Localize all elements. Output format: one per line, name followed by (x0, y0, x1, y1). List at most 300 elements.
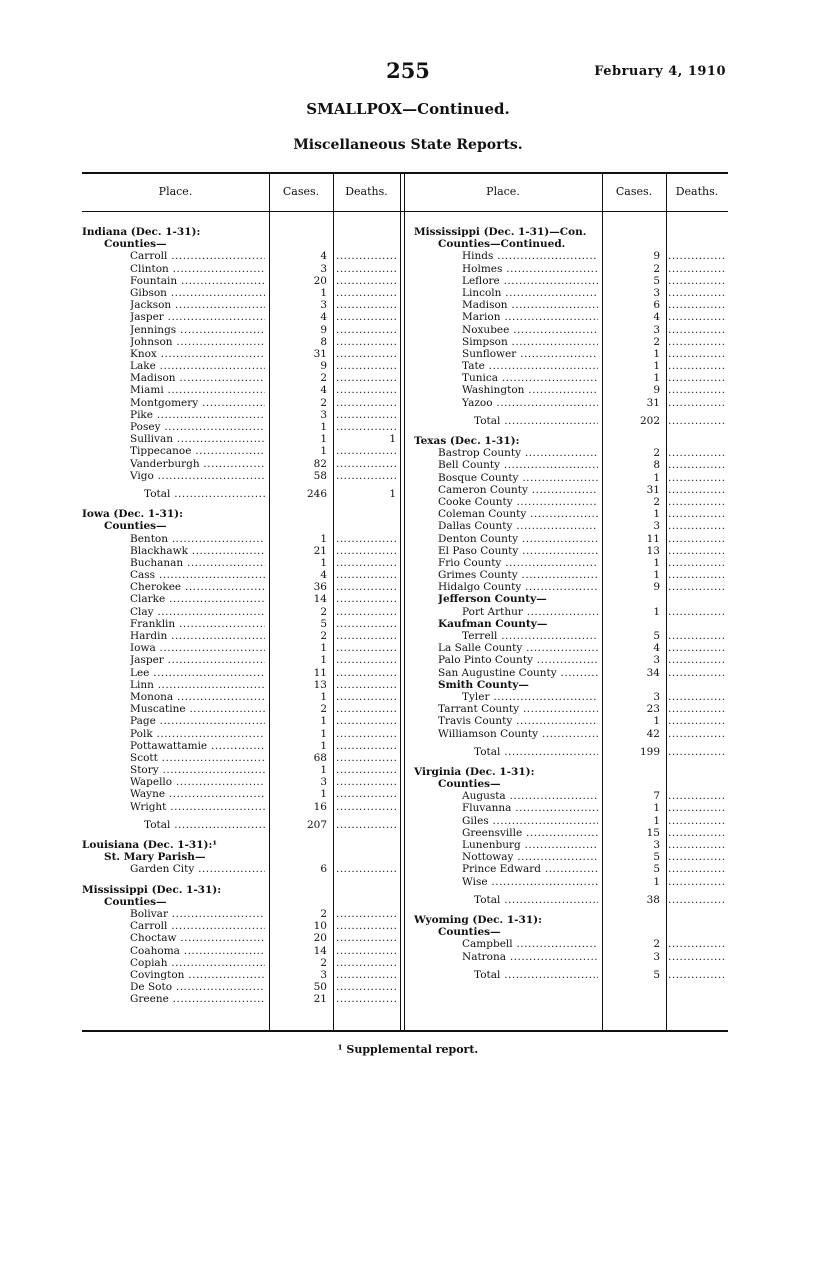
cases-value: 1 (320, 642, 327, 655)
place-name: Holmes ..... (462, 263, 598, 275)
table-row (82, 458, 400, 470)
place-name: Hidalgo County ..... (438, 581, 598, 593)
deaths-leader-dots (668, 324, 726, 336)
table-row (414, 691, 728, 703)
place-name: Page ..... (130, 715, 265, 727)
table-row (414, 790, 728, 802)
cases-value: 4 (320, 250, 327, 263)
subheading-row (82, 238, 400, 250)
total-label: Total ..... (474, 415, 598, 427)
right-place-header: Place. (486, 185, 520, 198)
table-row (82, 788, 400, 800)
deaths-leader-dots (336, 728, 396, 740)
deaths-leader-dots (668, 630, 726, 642)
cases-value: 5 (653, 863, 660, 876)
deaths-leader-dots (668, 336, 726, 348)
deaths-leader-dots (336, 250, 396, 262)
cases-value: 2 (320, 630, 327, 642)
cases-value: 1 (320, 690, 327, 703)
subheading-row (414, 618, 728, 630)
cases-value: 20 (313, 274, 327, 287)
cases-value: 1 (320, 654, 327, 667)
cases-value: 2 (653, 262, 660, 275)
state-heading (414, 435, 728, 447)
deaths-value: 1 (389, 487, 396, 500)
place-name: Polk ..... (130, 728, 265, 740)
table-row (414, 667, 728, 679)
cases-value: 31 (313, 347, 327, 360)
place-name: Hardin ..... (130, 630, 265, 642)
place-name: Covington ..... (130, 969, 265, 981)
cases-value: 6 (653, 299, 660, 312)
place-name: Grimes County ..... (438, 569, 598, 581)
table-row (414, 384, 728, 396)
place-name: Tarrant County ..... (438, 703, 598, 715)
place-name: Dallas County ..... (438, 520, 598, 532)
place-name: Travis County ..... (438, 715, 598, 727)
table-row (82, 981, 400, 993)
place-name: Coahoma ..... (130, 945, 265, 957)
place-name: Gibson ..... (130, 287, 265, 299)
cases-value: 20 (313, 932, 327, 945)
deaths-leader-dots (336, 691, 396, 703)
cases-value: 2 (320, 703, 327, 716)
left-place-header: Place. (158, 185, 193, 198)
place-name: Lunenburg ..... (462, 839, 598, 851)
place-name: Choctaw ..... (130, 932, 265, 944)
table-row (82, 384, 400, 396)
deaths-leader-dots (336, 569, 396, 581)
deaths-leader-dots (668, 938, 726, 950)
cases-value: 1 (320, 433, 327, 446)
deaths-leader-dots (336, 348, 396, 360)
cases-value: 2 (653, 335, 660, 348)
deaths-leader-dots (336, 920, 396, 932)
table-row (414, 545, 728, 557)
deaths-leader-dots (336, 863, 396, 875)
place-name: Madison ..... (130, 372, 265, 384)
cases-value: 31 (646, 396, 660, 409)
place-name: Terrell ..... (462, 630, 598, 642)
cases-value: 1 (653, 347, 660, 360)
state-label: Virginia (Dec. 1-31): (414, 765, 535, 778)
place-name: Wapello ..... (130, 776, 265, 788)
cases-value: 3 (653, 520, 660, 533)
deaths-leader-dots (668, 372, 726, 384)
table-row (82, 470, 400, 482)
cases-value: 3 (653, 323, 660, 336)
place-name: Blackhawk ..... (130, 545, 265, 557)
place-name: Tunica ..... (462, 372, 598, 384)
deaths-leader-dots (668, 472, 726, 484)
place-name: Wise ..... (462, 876, 598, 888)
table-row (82, 372, 400, 384)
table-row (414, 839, 728, 851)
deaths-leader-dots (668, 839, 726, 851)
cases-value: 1 (320, 715, 327, 728)
place-name: Posey ..... (130, 421, 265, 433)
cases-value: 15 (646, 826, 660, 839)
place-name: Story ..... (130, 764, 265, 776)
subheading-label: Counties— (438, 926, 501, 939)
table-row (414, 472, 728, 484)
table-row (82, 728, 400, 740)
cases-value: 4 (653, 642, 660, 655)
total-label: Total ..... (144, 819, 265, 831)
place-name: Bolivar ..... (130, 908, 265, 920)
deaths-leader-dots (336, 969, 396, 981)
left-cases-header: Cases. (282, 185, 320, 198)
cases-value: 36 (313, 581, 327, 594)
place-name: Knox ..... (130, 348, 265, 360)
deaths-leader-dots (336, 470, 396, 482)
table-row (82, 993, 400, 1005)
right-deaths-header: Deaths. (675, 185, 719, 198)
deaths-leader-dots (668, 520, 726, 532)
deaths-leader-dots (668, 275, 726, 287)
total-row (414, 415, 728, 427)
subheading-row (414, 593, 728, 605)
deaths-leader-dots (668, 969, 726, 981)
deaths-leader-dots (336, 360, 396, 372)
place-name: Sullivan ..... (130, 433, 265, 445)
deaths-leader-dots (336, 533, 396, 545)
table-row (82, 299, 400, 311)
total-label: Total ..... (474, 969, 598, 981)
deaths-leader-dots (668, 654, 726, 666)
deaths-leader-dots (668, 691, 726, 703)
subheading-label: Counties— (104, 238, 167, 251)
subheading-label: St. Mary Parish— (104, 851, 206, 864)
table-row (414, 360, 728, 372)
place-name: Williamson County ..... (438, 728, 598, 740)
cases-value: 1 (653, 814, 660, 827)
deaths-leader-dots (668, 360, 726, 372)
deaths-leader-dots (668, 746, 726, 758)
deaths-leader-dots (336, 801, 396, 813)
place-name: Jackson ..... (130, 299, 265, 311)
deaths-leader-dots (336, 324, 396, 336)
place-name: Carroll ..... (130, 250, 265, 262)
place-name: Cooke County ..... (438, 496, 598, 508)
table-row (414, 533, 728, 545)
table-row (82, 969, 400, 981)
place-name: Clarke ..... (130, 593, 265, 605)
cases-value: 9 (653, 384, 660, 397)
total-label: Total ..... (144, 488, 265, 500)
place-name: San Augustine County ..... (438, 667, 598, 679)
state-label: Texas (Dec. 1-31): (414, 435, 520, 447)
cases-value: 2 (320, 372, 327, 385)
page-subtitle: Miscellaneous State Reports. (293, 137, 523, 153)
table-row (82, 445, 400, 457)
cases-value: 42 (646, 727, 660, 740)
place-name: Nottoway ..... (462, 851, 598, 863)
deaths-leader-dots (336, 384, 396, 396)
cases-value: 68 (313, 751, 327, 764)
cases-value: 1 (320, 764, 327, 777)
cases-value: 3 (320, 408, 327, 421)
table-row (82, 715, 400, 727)
cases-value: 2 (653, 495, 660, 508)
cases-value: 38 (646, 893, 660, 906)
deaths-value: 1 (389, 433, 396, 446)
place-name: Cameron County ..... (438, 484, 598, 496)
place-name: Pottawattamie ..... (130, 740, 265, 752)
cases-value: 3 (320, 299, 327, 312)
cases-value: 2 (320, 907, 327, 920)
table-top-rule (82, 172, 728, 174)
deaths-leader-dots (336, 311, 396, 323)
subheading-label: Kaufman County— (438, 617, 548, 630)
cases-value: 5 (320, 617, 327, 630)
row-gap (82, 876, 400, 884)
cases-value: 1 (320, 532, 327, 545)
cases-value: 50 (313, 981, 327, 994)
place-name: Bastrop County ..... (438, 447, 598, 459)
total-row (414, 746, 728, 758)
place-name: La Salle County ..... (438, 642, 598, 654)
table-row (414, 348, 728, 360)
total-row (414, 969, 728, 981)
cases-value: 9 (653, 250, 660, 263)
table-row (82, 920, 400, 932)
place-name: Benton ..... (130, 533, 265, 545)
cases-value: 14 (313, 593, 327, 606)
table-row (414, 630, 728, 642)
table-row (414, 715, 728, 727)
place-name: Muscatine ..... (130, 703, 265, 715)
cases-value: 2 (320, 605, 327, 618)
deaths-leader-dots (668, 311, 726, 323)
deaths-leader-dots (668, 287, 726, 299)
place-name: Bosque County ..... (438, 472, 598, 484)
table-row (414, 951, 728, 963)
cases-value: 1 (653, 715, 660, 728)
subheading-row (414, 926, 728, 938)
table-row (414, 311, 728, 323)
table-row (414, 324, 728, 336)
deaths-leader-dots (336, 703, 396, 715)
deaths-leader-dots (336, 630, 396, 642)
place-name: Hinds ..... (462, 250, 598, 262)
cases-value: 6 (320, 863, 327, 876)
subheading-row (82, 520, 400, 532)
deaths-leader-dots (668, 703, 726, 715)
table-row (414, 508, 728, 520)
place-name: Monona ..... (130, 691, 265, 703)
state-heading (414, 226, 728, 238)
cases-value: 1 (320, 556, 327, 569)
table-row (414, 299, 728, 311)
center-divider-a (400, 174, 401, 1030)
place-name: Scott ..... (130, 752, 265, 764)
cases-value: 2 (320, 956, 327, 969)
state-heading (82, 508, 400, 520)
state-heading (82, 226, 400, 238)
deaths-leader-dots (336, 606, 396, 618)
state-label: Mississippi (Dec. 1-31)—Con. (414, 226, 587, 238)
table-row (414, 336, 728, 348)
subheading-label: Counties— (104, 520, 167, 533)
subheading-label: Jefferson County— (438, 593, 547, 606)
table-row (82, 409, 400, 421)
deaths-leader-dots (668, 384, 726, 396)
deaths-leader-dots (668, 250, 726, 262)
place-name: Bell County ..... (438, 459, 598, 471)
place-name: Prince Edward ..... (462, 863, 598, 875)
cases-value: 9 (653, 581, 660, 594)
cases-value: 4 (320, 311, 327, 324)
cases-value: 5 (653, 968, 660, 981)
deaths-leader-dots (668, 581, 726, 593)
place-name: Linn ..... (130, 679, 265, 691)
place-name: Garden City ..... (130, 863, 265, 875)
table-row (82, 581, 400, 593)
deaths-leader-dots (668, 802, 726, 814)
cases-value: 3 (653, 654, 660, 667)
deaths-leader-dots (336, 819, 396, 831)
place-name: Greene ..... (130, 993, 265, 1005)
deaths-leader-dots (336, 581, 396, 593)
place-name: Vanderburgh ..... (130, 458, 265, 470)
place-name: Natrona ..... (462, 951, 598, 963)
total-row (82, 819, 400, 831)
table-row (82, 421, 400, 433)
cases-value: 5 (653, 630, 660, 642)
place-name: Coleman County ..... (438, 508, 598, 520)
subheading-row (414, 679, 728, 691)
deaths-leader-dots (668, 863, 726, 875)
table-row (82, 630, 400, 642)
place-name: Leflore ..... (462, 275, 598, 287)
cases-value: 13 (313, 678, 327, 691)
table-row (82, 679, 400, 691)
deaths-leader-dots (336, 667, 396, 679)
subheading-row (82, 896, 400, 908)
table-row (414, 263, 728, 275)
subheading-row (414, 778, 728, 790)
place-name: Giles ..... (462, 815, 598, 827)
header-bottom-rule (82, 211, 728, 212)
place-name: Copiah ..... (130, 957, 265, 969)
deaths-leader-dots (336, 654, 396, 666)
cases-value: 31 (646, 483, 660, 496)
deaths-leader-dots (336, 557, 396, 569)
place-name: Carroll ..... (130, 920, 265, 932)
deaths-leader-dots (336, 445, 396, 457)
place-name: Cass ..... (130, 569, 265, 581)
place-name: Simpson ..... (462, 336, 598, 348)
table-row (82, 311, 400, 323)
place-name: Iowa ..... (130, 642, 265, 654)
place-name: Sunflower ..... (462, 348, 598, 360)
cases-value: 1 (653, 875, 660, 888)
left-deaths-header: Deaths. (345, 185, 388, 198)
cases-value: 1 (653, 556, 660, 569)
table-row (82, 618, 400, 630)
table-bottom-rule (82, 1030, 728, 1032)
deaths-leader-dots (668, 790, 726, 802)
place-name: Denton County ..... (438, 533, 598, 545)
place-name: Buchanan ..... (130, 557, 265, 569)
deaths-leader-dots (668, 415, 726, 427)
cases-value: 23 (646, 703, 660, 716)
place-name: Jasper ..... (130, 654, 265, 666)
table-row (414, 802, 728, 814)
table-row (414, 287, 728, 299)
table-row (82, 863, 400, 875)
place-name: Wright ..... (130, 801, 265, 813)
center-divider-b (404, 174, 405, 1030)
table-row (82, 397, 400, 409)
place-name: Clinton ..... (130, 263, 265, 275)
cases-value: 4 (320, 384, 327, 397)
table-row (414, 606, 728, 618)
table-row (82, 348, 400, 360)
deaths-leader-dots (336, 776, 396, 788)
cases-value: 3 (653, 839, 660, 851)
place-name: Port Arthur ..... (462, 606, 598, 618)
state-label: Iowa (Dec. 1-31): (82, 508, 183, 521)
place-name: Vigo ..... (130, 470, 265, 482)
deaths-leader-dots (336, 593, 396, 605)
cases-value: 1 (320, 445, 327, 458)
subheading-label: Smith County— (438, 678, 529, 691)
cases-value: 1 (653, 569, 660, 582)
state-label: Mississippi (Dec. 1-31): (82, 883, 222, 896)
deaths-leader-dots (336, 679, 396, 691)
cases-value: 3 (653, 690, 660, 703)
subheading-row (82, 851, 400, 863)
cases-value: 21 (313, 993, 327, 1006)
table-row (414, 250, 728, 262)
table-row (82, 908, 400, 920)
deaths-leader-dots (668, 951, 726, 963)
cases-value: 1 (320, 727, 327, 740)
table-row (82, 533, 400, 545)
table-row (414, 728, 728, 740)
cases-value: 207 (306, 818, 327, 831)
table-row (414, 496, 728, 508)
cases-value: 1 (653, 471, 660, 484)
place-name: Augusta ..... (462, 790, 598, 802)
table-row (414, 703, 728, 715)
table-row (82, 275, 400, 287)
deaths-leader-dots (336, 715, 396, 727)
deaths-leader-dots (336, 993, 396, 1005)
table-row (82, 557, 400, 569)
table-row (414, 557, 728, 569)
table-row (414, 520, 728, 532)
deaths-leader-dots (336, 764, 396, 776)
cases-value: 1 (320, 421, 327, 433)
deaths-leader-dots (336, 752, 396, 764)
right-table-column (414, 226, 728, 989)
place-name: De Soto ..... (130, 981, 265, 993)
deaths-leader-dots (668, 642, 726, 654)
table-row (82, 250, 400, 262)
total-row (82, 488, 400, 500)
table-row (82, 764, 400, 776)
cases-value: 3 (320, 968, 327, 981)
place-name: Noxubee ..... (462, 324, 598, 336)
table-row (414, 654, 728, 666)
total-label: Total ..... (474, 894, 598, 906)
place-name: Franklin ..... (130, 618, 265, 630)
total-label: Total ..... (474, 746, 598, 758)
deaths-leader-dots (336, 618, 396, 630)
